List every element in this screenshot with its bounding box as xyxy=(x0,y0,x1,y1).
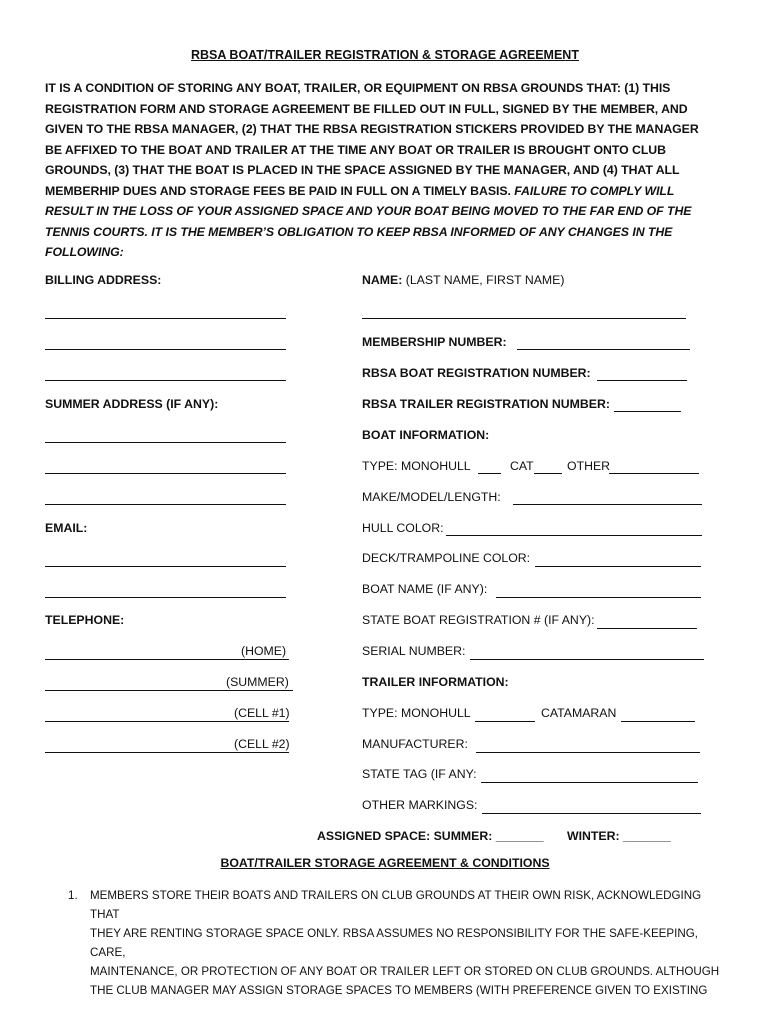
trailer-type-catamaran-label: CATAMARAN xyxy=(541,706,617,720)
intro-line xyxy=(45,181,725,202)
manufacturer-line[interactable] xyxy=(476,752,700,753)
deck-color-line[interactable] xyxy=(535,566,701,567)
form-title: RBSA BOAT/TRAILER REGISTRATION & STORAGE AGREEMENT xyxy=(191,48,579,62)
boat-type-cat-label: CAT xyxy=(510,459,534,473)
summer-address-line-1[interactable] xyxy=(45,442,286,443)
manufacturer-label: MANUFACTURER: xyxy=(362,737,468,751)
trailer-info-heading: TRAILER INFORMATION: xyxy=(362,675,509,689)
phone-home-line[interactable] xyxy=(45,659,289,660)
email-line-1[interactable] xyxy=(45,566,286,567)
boat-reg-number-line[interactable] xyxy=(597,380,687,381)
trailer-type-monohull-line[interactable] xyxy=(475,721,535,722)
name-line[interactable] xyxy=(362,318,686,319)
name-label: NAME: (LAST NAME, FIRST NAME) xyxy=(362,273,565,287)
phone-summer-label: (SUMMER) xyxy=(226,675,289,689)
condition-number: 1. xyxy=(68,889,78,902)
boat-type-other-line[interactable] xyxy=(609,473,699,474)
serial-number-line[interactable] xyxy=(470,659,704,660)
intro-warning-line: FOLLOWING: xyxy=(45,245,124,259)
boat-type-other-label: OTHER xyxy=(567,459,611,473)
billing-address-line-3[interactable] xyxy=(45,380,286,381)
condition-line: MEMBERS STORE THEIR BOATS AND TRAILERS ON CLUB GROUNDS AT THEIR OWN RISK, ACKNOWLEDGING THAT xyxy=(90,889,702,921)
telephone-label: TELEPHONE: xyxy=(45,613,125,627)
intro-line: IT IS A CONDITION OF STORING ANY BOAT, TRAILER, OR EQUIPMENT ON RBSA GROUNDS THAT: (1) THIS xyxy=(45,81,671,95)
intro-paragraph xyxy=(45,78,725,263)
trailer-reg-number-label: RBSA TRAILER REGISTRATION NUMBER: xyxy=(362,397,610,411)
trailer-type-monohull-label: TYPE: MONOHULL xyxy=(362,706,471,720)
trailer-reg-number-line[interactable] xyxy=(614,411,681,412)
state-tag-line[interactable] xyxy=(481,782,698,783)
phone-cell2-line[interactable] xyxy=(45,752,289,753)
conditions-title: BOAT/TRAILER STORAGE AGREEMENT & CONDITIONS xyxy=(220,856,550,870)
intro-text: MEMBERHIP DUES AND STORAGE FEES BE PAID IN FULL ON A TIMELY BASIS. xyxy=(45,183,515,198)
boat-name-line[interactable] xyxy=(496,597,701,598)
intro-warning-line: TENNIS COURTS. IT IS THE MEMBER’S OBLIGATION TO KEEP RBSA INFORMED OF ANY CHANGES IN THE xyxy=(45,224,673,239)
summer-address-line-2[interactable] xyxy=(45,473,286,474)
billing-address-line-1[interactable] xyxy=(45,318,286,319)
other-markings-label: OTHER MARKINGS: xyxy=(362,798,478,812)
condition-line: THE CLUB MANAGER MAY ASSIGN STORAGE SPACES TO MEMBERS (WITH PREFERENCE GIVEN TO EXISTING xyxy=(90,984,708,997)
intro-line: BE AFFIXED TO THE BOAT AND TRAILER AT THE TIME ANY BOAT OR TRAILER IS BROUGHT ONTO CLUB xyxy=(45,142,666,157)
state-boat-reg-label: STATE BOAT REGISTRATION # (IF ANY): xyxy=(362,613,595,627)
phone-cell2-label: (CELL #2) xyxy=(234,737,290,751)
phone-summer-line[interactable] xyxy=(45,690,293,691)
phone-cell1-label: (CELL #1) xyxy=(234,706,290,720)
make-model-label: MAKE/MODEL/LENGTH: xyxy=(362,490,501,504)
email-label: EMAIL: xyxy=(45,521,88,535)
boat-reg-number-label: RBSA BOAT REGISTRATION NUMBER: xyxy=(362,366,591,380)
intro-warning: FAILURE TO COMPLY WILL xyxy=(514,183,675,198)
billing-address-line-2[interactable] xyxy=(45,349,286,350)
phone-cell1-line[interactable] xyxy=(45,721,289,722)
other-markings-line[interactable] xyxy=(482,813,701,814)
hull-color-label: HULL COLOR: xyxy=(362,521,444,535)
email-line-2[interactable] xyxy=(45,597,286,598)
intro-warning-line: RESULT IN THE LOSS OF YOUR ASSIGNED SPACE AND YOUR BOAT BEING MOVED TO THE FAR END OF THE xyxy=(45,204,692,218)
hull-color-line[interactable] xyxy=(446,535,702,536)
deck-color-label: DECK/TRAMPOLINE COLOR: xyxy=(362,551,531,565)
billing-address-label: BILLING ADDRESS: xyxy=(45,273,162,287)
summer-address-label: SUMMER ADDRESS (IF ANY): xyxy=(45,397,219,411)
summer-address-line-3[interactable] xyxy=(45,504,286,505)
boat-type-cat-line[interactable] xyxy=(534,473,562,474)
boat-name-label: BOAT NAME (IF ANY): xyxy=(362,582,488,596)
trailer-type-catamaran-line[interactable] xyxy=(621,721,695,722)
make-model-line[interactable] xyxy=(513,504,702,505)
intro-line: REGISTRATION FORM AND STORAGE AGREEMENT BE FILLED OUT IN FULL, SIGNED BY THE MEMBER, AND xyxy=(45,101,688,116)
condition-line: MAINTENANCE, OR PROTECTION OF ANY BOAT OR TRAILER LEFT OR STORED ON CLUB GROUNDS. ALTHOUGH xyxy=(90,965,720,978)
serial-number-label: SERIAL NUMBER: xyxy=(362,644,466,658)
condition-text xyxy=(90,886,730,1000)
boat-type-monohull-label: TYPE: MONOHULL xyxy=(362,459,471,473)
phone-home-label: (HOME) xyxy=(241,644,287,658)
condition-line: THEY ARE RENTING STORAGE SPACE ONLY. RBSA ASSUMES NO RESPONSIBILITY FOR THE SAFE-KEEPING, CARE, xyxy=(90,927,698,959)
boat-info-heading: BOAT INFORMATION: xyxy=(362,428,490,442)
intro-line: GROUNDS, (3) THAT THE BOAT IS PLACED IN THE SPACE ASSIGNED BY THE MANAGER, AND (4) THAT ALL xyxy=(45,163,680,177)
membership-number-line[interactable] xyxy=(517,349,690,350)
boat-type-monohull-line[interactable] xyxy=(478,473,501,474)
state-tag-label: STATE TAG (IF ANY: xyxy=(362,767,477,781)
assigned-space-winter: WINTER: _______ xyxy=(567,829,671,843)
intro-line: GIVEN TO THE RBSA MANAGER, (2) THAT THE RBSA REGISTRATION STICKERS PROVIDED BY THE MANAGER xyxy=(45,122,699,136)
state-boat-reg-line[interactable] xyxy=(597,628,697,629)
assigned-space-summer: ASSIGNED SPACE: SUMMER: _______ xyxy=(317,829,544,843)
membership-number-label: MEMBERSHIP NUMBER: xyxy=(362,335,507,349)
